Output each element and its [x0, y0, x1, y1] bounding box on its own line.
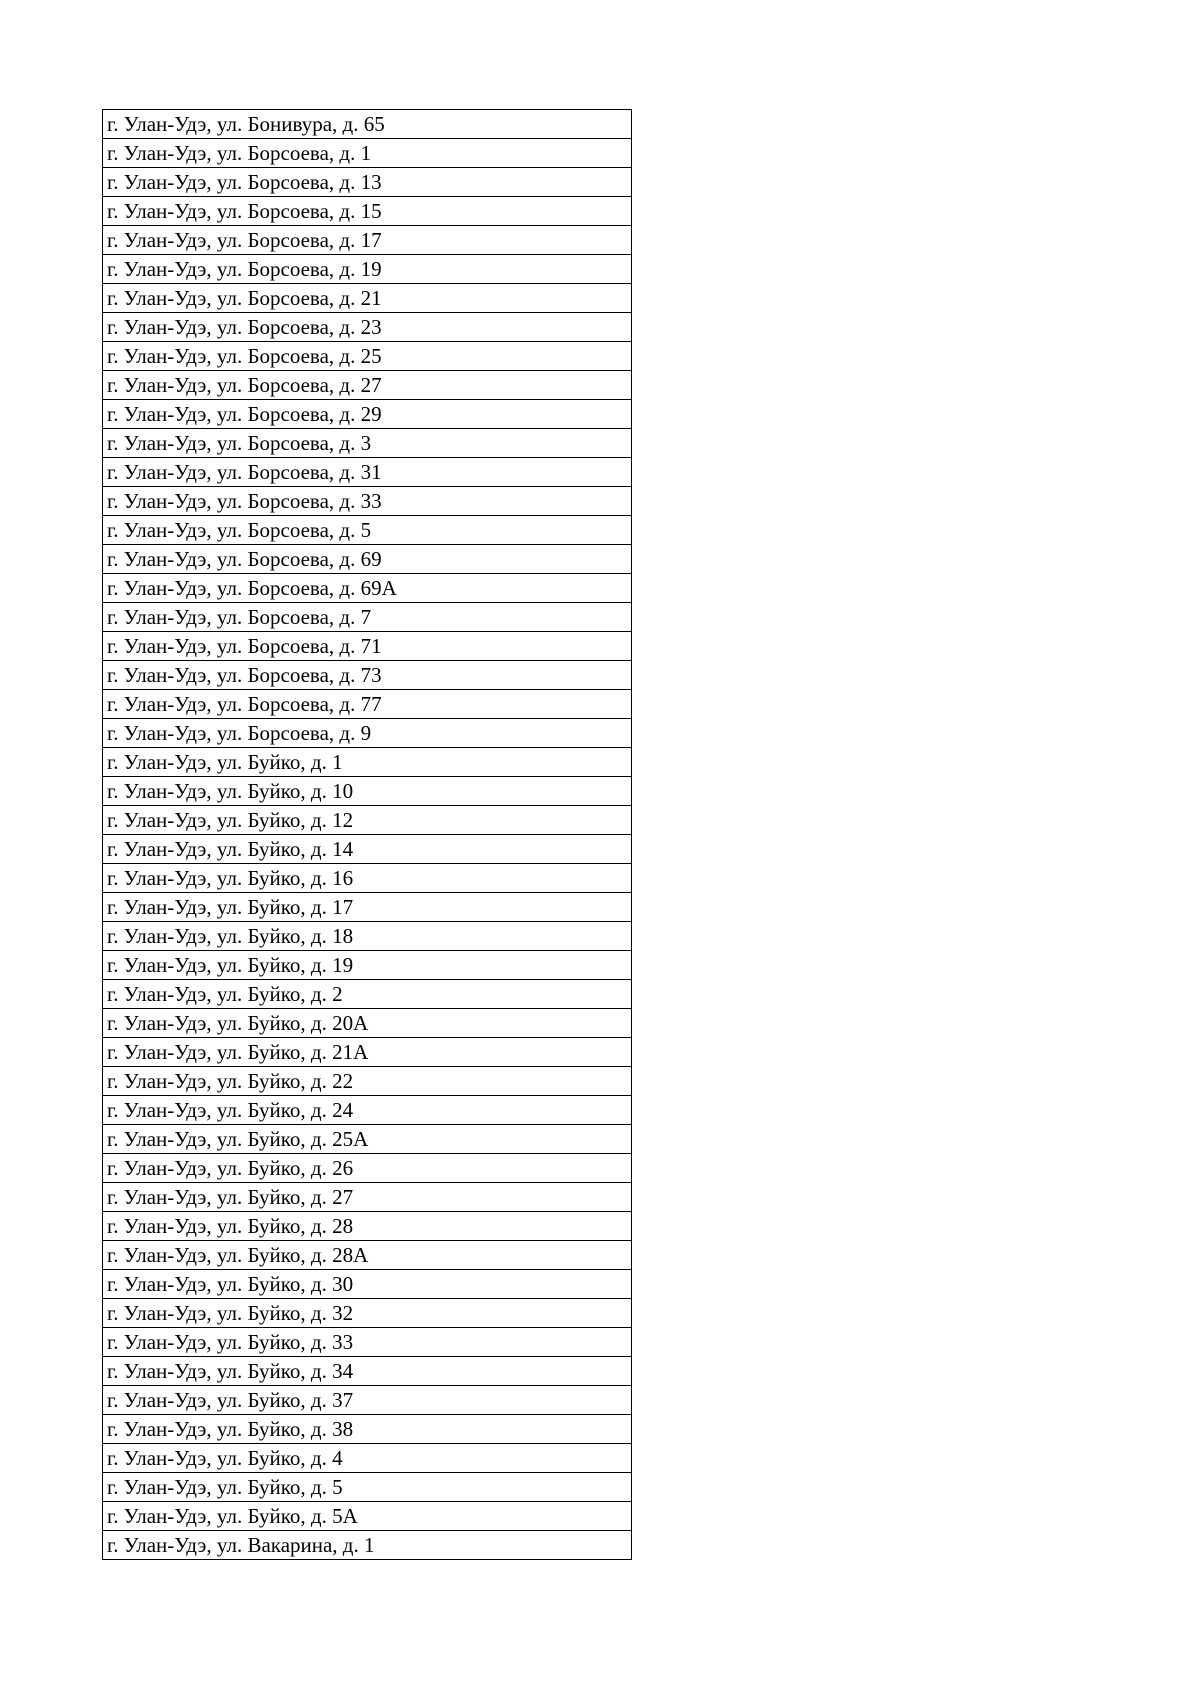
address-cell: г. Улан-Удэ, ул. Борсоева, д. 13	[103, 168, 632, 197]
address-cell: г. Улан-Удэ, ул. Буйко, д. 12	[103, 806, 632, 835]
address-cell: г. Улан-Удэ, ул. Буйко, д. 34	[103, 1357, 632, 1386]
address-cell: г. Улан-Удэ, ул. Буйко, д. 18	[103, 922, 632, 951]
table-row	[103, 400, 632, 429]
address-cell: г. Улан-Удэ, ул. Буйко, д. 28	[103, 1212, 632, 1241]
address-cell: г. Улан-Удэ, ул. Буйко, д. 25А	[103, 1125, 632, 1154]
table-row	[103, 1299, 632, 1328]
address-cell: г. Улан-Удэ, ул. Буйко, д. 14	[103, 835, 632, 864]
address-cell: г. Улан-Удэ, ул. Буйко, д. 2	[103, 980, 632, 1009]
table-row	[103, 110, 632, 139]
table-row	[103, 1531, 632, 1560]
table-row	[103, 1502, 632, 1531]
address-cell: г. Улан-Удэ, ул. Буйко, д. 26	[103, 1154, 632, 1183]
address-cell: г. Улан-Удэ, ул. Буйко, д. 10	[103, 777, 632, 806]
table-row	[103, 777, 632, 806]
address-cell: г. Улан-Удэ, ул. Борсоева, д. 33	[103, 487, 632, 516]
table-row	[103, 1270, 632, 1299]
address-cell: г. Улан-Удэ, ул. Буйко, д. 20А	[103, 1009, 632, 1038]
address-cell: г. Улан-Удэ, ул. Буйко, д. 5А	[103, 1502, 632, 1531]
address-cell: г. Улан-Удэ, ул. Буйко, д. 24	[103, 1096, 632, 1125]
table-row	[103, 255, 632, 284]
table-row	[103, 1038, 632, 1067]
address-cell: г. Улан-Удэ, ул. Борсоева, д. 77	[103, 690, 632, 719]
address-cell: г. Улан-Удэ, ул. Буйко, д. 1	[103, 748, 632, 777]
table-row	[103, 458, 632, 487]
table-row	[103, 806, 632, 835]
address-cell: г. Улан-Удэ, ул. Борсоева, д. 71	[103, 632, 632, 661]
table-row	[103, 487, 632, 516]
address-cell: г. Улан-Удэ, ул. Борсоева, д. 21	[103, 284, 632, 313]
address-cell: г. Улан-Удэ, ул. Буйко, д. 30	[103, 1270, 632, 1299]
table-row	[103, 139, 632, 168]
table-row	[103, 1009, 632, 1038]
address-cell: г. Улан-Удэ, ул. Буйко, д. 19	[103, 951, 632, 980]
table-row	[103, 719, 632, 748]
address-cell: г. Улан-Удэ, ул. Вакарина, д. 1	[103, 1531, 632, 1560]
address-cell: г. Улан-Удэ, ул. Буйко, д. 22	[103, 1067, 632, 1096]
address-cell: г. Улан-Удэ, ул. Борсоева, д. 73	[103, 661, 632, 690]
table-row	[103, 574, 632, 603]
table-row	[103, 1154, 632, 1183]
table-row	[103, 1125, 632, 1154]
address-cell: г. Улан-Удэ, ул. Буйко, д. 32	[103, 1299, 632, 1328]
table-row	[103, 748, 632, 777]
table-row	[103, 516, 632, 545]
table-row	[103, 661, 632, 690]
address-cell: г. Улан-Удэ, ул. Борсоева, д. 3	[103, 429, 632, 458]
table-row	[103, 1183, 632, 1212]
address-cell: г. Улан-Удэ, ул. Борсоева, д. 9	[103, 719, 632, 748]
address-cell: г. Улан-Удэ, ул. Буйко, д. 16	[103, 864, 632, 893]
address-cell: г. Улан-Удэ, ул. Буйко, д. 17	[103, 893, 632, 922]
table-row	[103, 1415, 632, 1444]
address-cell: г. Улан-Удэ, ул. Борсоева, д. 31	[103, 458, 632, 487]
table-row	[103, 429, 632, 458]
address-cell: г. Улан-Удэ, ул. Борсоева, д. 69	[103, 545, 632, 574]
table-row	[103, 632, 632, 661]
address-cell: г. Улан-Удэ, ул. Буйко, д. 33	[103, 1328, 632, 1357]
address-cell: г. Улан-Удэ, ул. Борсоева, д. 15	[103, 197, 632, 226]
table-row	[103, 342, 632, 371]
table-row	[103, 1241, 632, 1270]
address-cell: г. Улан-Удэ, ул. Борсоева, д. 19	[103, 255, 632, 284]
table-row	[103, 371, 632, 400]
address-cell: г. Улан-Удэ, ул. Буйко, д. 4	[103, 1444, 632, 1473]
address-cell: г. Улан-Удэ, ул. Буйко, д. 21А	[103, 1038, 632, 1067]
table-row	[103, 1473, 632, 1502]
table-row	[103, 1357, 632, 1386]
address-cell: г. Улан-Удэ, ул. Борсоева, д. 25	[103, 342, 632, 371]
address-cell: г. Улан-Удэ, ул. Буйко, д. 37	[103, 1386, 632, 1415]
table-row	[103, 951, 632, 980]
table-row	[103, 1096, 632, 1125]
address-cell: г. Улан-Удэ, ул. Буйко, д. 5	[103, 1473, 632, 1502]
table-row	[103, 1067, 632, 1096]
table-row	[103, 545, 632, 574]
address-table	[102, 109, 632, 1560]
address-cell: г. Улан-Удэ, ул. Борсоева, д. 5	[103, 516, 632, 545]
table-row	[103, 1328, 632, 1357]
address-cell: г. Улан-Удэ, ул. Буйко, д. 38	[103, 1415, 632, 1444]
table-row	[103, 864, 632, 893]
table-row	[103, 1212, 632, 1241]
address-cell: г. Улан-Удэ, ул. Бонивура, д. 65	[103, 110, 632, 139]
table-row	[103, 690, 632, 719]
address-cell: г. Улан-Удэ, ул. Борсоева, д. 27	[103, 371, 632, 400]
table-row	[103, 168, 632, 197]
table-row	[103, 226, 632, 255]
table-row	[103, 313, 632, 342]
table-row	[103, 922, 632, 951]
address-cell: г. Улан-Удэ, ул. Борсоева, д. 23	[103, 313, 632, 342]
table-row	[103, 893, 632, 922]
address-cell: г. Улан-Удэ, ул. Борсоева, д. 7	[103, 603, 632, 632]
table-row	[103, 980, 632, 1009]
address-cell: г. Улан-Удэ, ул. Борсоева, д. 29	[103, 400, 632, 429]
address-cell: г. Улан-Удэ, ул. Буйко, д. 27	[103, 1183, 632, 1212]
table-row	[103, 197, 632, 226]
table-row	[103, 603, 632, 632]
address-table-body	[103, 110, 632, 1560]
table-row	[103, 284, 632, 313]
address-cell: г. Улан-Удэ, ул. Буйко, д. 28А	[103, 1241, 632, 1270]
address-cell: г. Улан-Удэ, ул. Борсоева, д. 1	[103, 139, 632, 168]
address-cell: г. Улан-Удэ, ул. Борсоева, д. 17	[103, 226, 632, 255]
table-row	[103, 1386, 632, 1415]
table-row	[103, 1444, 632, 1473]
address-cell: г. Улан-Удэ, ул. Борсоева, д. 69А	[103, 574, 632, 603]
table-row	[103, 835, 632, 864]
